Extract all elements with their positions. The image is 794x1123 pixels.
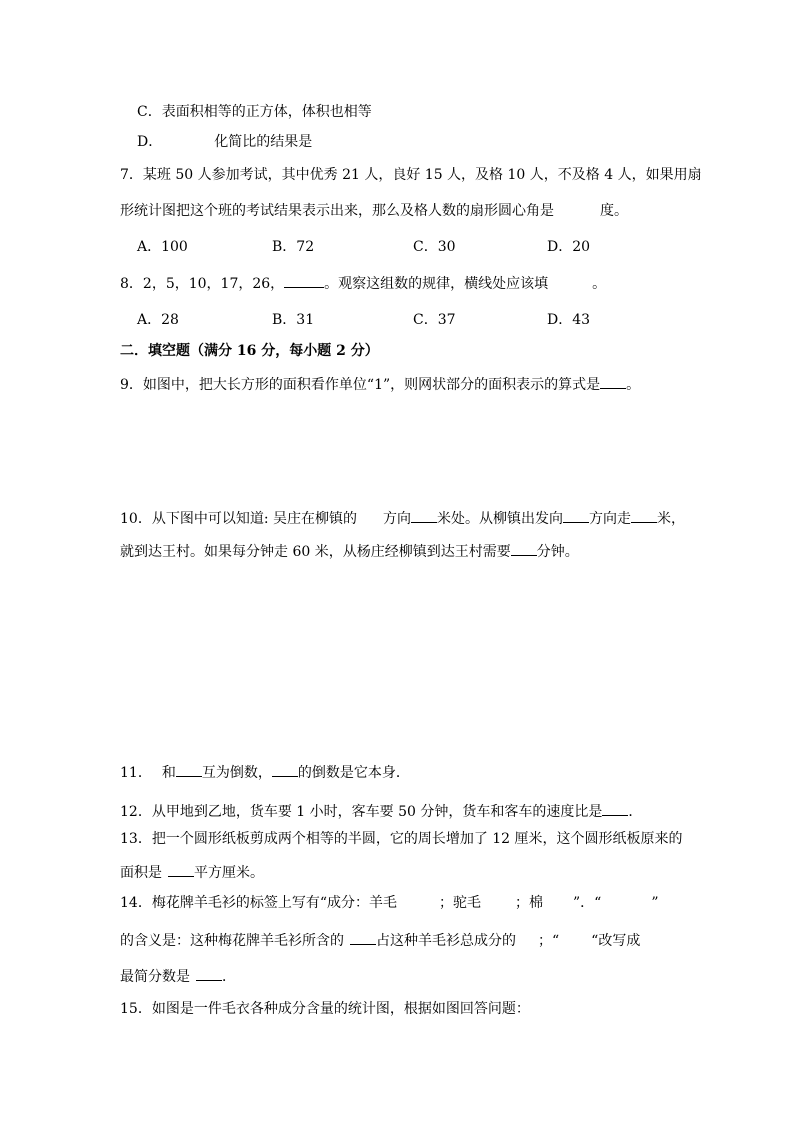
q10-text-b: 方向 [382,511,411,527]
q7-line2-end: 度。 [600,203,628,219]
q10-dist2-blank[interactable] [631,508,657,523]
q14-l2-c: ；“ [538,933,560,949]
q10-line2-end: 分钟。 [536,544,579,560]
q14-line2 [120,930,640,950]
q8-option-b[interactable]: B．31 [272,312,315,328]
q13-line2-text: 面积是 [120,865,162,881]
q10-line2-text: 就到达王村。如果每分钟走 60 米，从杨庄经柳镇到达王村需要 [120,544,511,560]
q10-text-e: 米， [656,511,685,527]
q14-l3-b: ． [222,969,236,985]
q10-line1 [120,508,685,528]
q14-line1 [120,894,658,912]
q14-l1-a: 14．梅花牌羊毛衫的标签上写有“成分：羊毛 [120,895,397,911]
q10-text-d: 方向走 [588,511,631,527]
q10-dir2-blank[interactable] [563,508,589,523]
q11-number: 11． [120,765,152,781]
q8-option-d[interactable]: D．43 [547,312,591,328]
q13-line2-end: 平方厘米。 [194,865,264,881]
q10-text-c: 米处。从柳镇出发向 [436,511,563,527]
q10-text-a: 10．从下图中可以知道: 吴庄在柳镇的 [120,511,357,527]
q8-blank[interactable] [284,273,324,288]
q12-end: ． [628,804,643,820]
q7-line2 [120,202,628,220]
q7-line2-text: 形统计图把这个班的考试结果表示出来，那么及格人数的扇形圆心角是 [120,203,554,219]
q6-option-d-label: D． [137,134,163,150]
q14-blank-2[interactable] [196,966,222,981]
q8-question: 。观察这组数的规律，横线处应该填 [324,276,549,292]
q9-line [120,374,640,394]
q8-line [120,273,606,293]
q7-option-c[interactable]: C．30 [413,239,456,255]
q8-sequence: 8．2，5，10，17，26， [120,276,285,292]
q15-line: 15．如图是一件毛衣各种成分含量的统计图，根据如图回答问题： [120,1001,530,1017]
q9-text: 9．如图中，把大长方形的面积看作单位“1”，则网状部分的面积表示的算式是 [120,377,601,393]
q14-l2-b: 占这种羊毛衫总成分的 [376,933,516,949]
q8-option-c[interactable]: C．37 [413,312,456,328]
q10-distance-blank[interactable] [411,508,437,523]
q13-line1: 13．把一个圆形纸板剪成两个相等的半圆，它的周长增加了 12 厘米，这个圆形纸板原来的 [120,831,683,847]
q11-text-d: 的倒数是它本身． [297,765,410,781]
q14-blank-1[interactable] [350,930,376,945]
q7-option-d[interactable]: D．20 [547,239,591,255]
q11-text-c: 互为倒数， [201,765,272,781]
q7-option-a[interactable]: A．100 [137,239,188,255]
q9-blank[interactable] [600,374,626,389]
q6-option-d-text: 化简比的结果是 [214,134,313,150]
q14-l1-d: ”．“ [572,895,602,911]
q11-text-b: 和 [161,765,176,781]
section-2-title: 二．填空题（满分 16 分，每小题 2 分） [120,343,379,359]
q14-l3-a: 最简分数是 [120,969,190,985]
q11-line [120,762,410,782]
q12-line [120,801,642,821]
q14-l2-a: 的含义是：这种梅花牌羊毛衫所含的 [120,933,344,949]
q13-line2 [120,862,264,882]
q13-blank[interactable] [168,862,194,877]
q14-l1-c: ；棉 [514,895,543,911]
q14-l1-e: ” [651,895,659,911]
q14-l1-b: ；驼毛 [438,895,481,911]
q12-text: 12．从甲地到乙地，货车要 1 小时，客车要 50 分钟，货车和客车的速度比是 [120,804,603,820]
q12-blank[interactable] [602,801,628,816]
q14-l2-d: “改写成 [591,933,641,949]
q9-end: 。 [626,377,641,393]
q8-end: 。 [592,276,607,292]
q10-line2 [120,541,579,561]
q7-line1: 7．某班 50 人参加考试，其中优秀 21 人，良好 15 人，及格 10 人，不及格 4 人，如果用扇 [120,167,702,183]
q7-option-b[interactable]: B．72 [272,239,315,255]
q11-blank-2[interactable] [272,762,298,777]
q6-option-c: C．表面积相等的正方体，体积也相等 [137,104,372,120]
q10-minutes-blank[interactable] [511,541,537,556]
q11-blank-1[interactable] [176,762,202,777]
q14-line3 [120,966,236,986]
q6-option-d [137,133,312,151]
q8-option-a[interactable]: A．28 [137,312,179,328]
